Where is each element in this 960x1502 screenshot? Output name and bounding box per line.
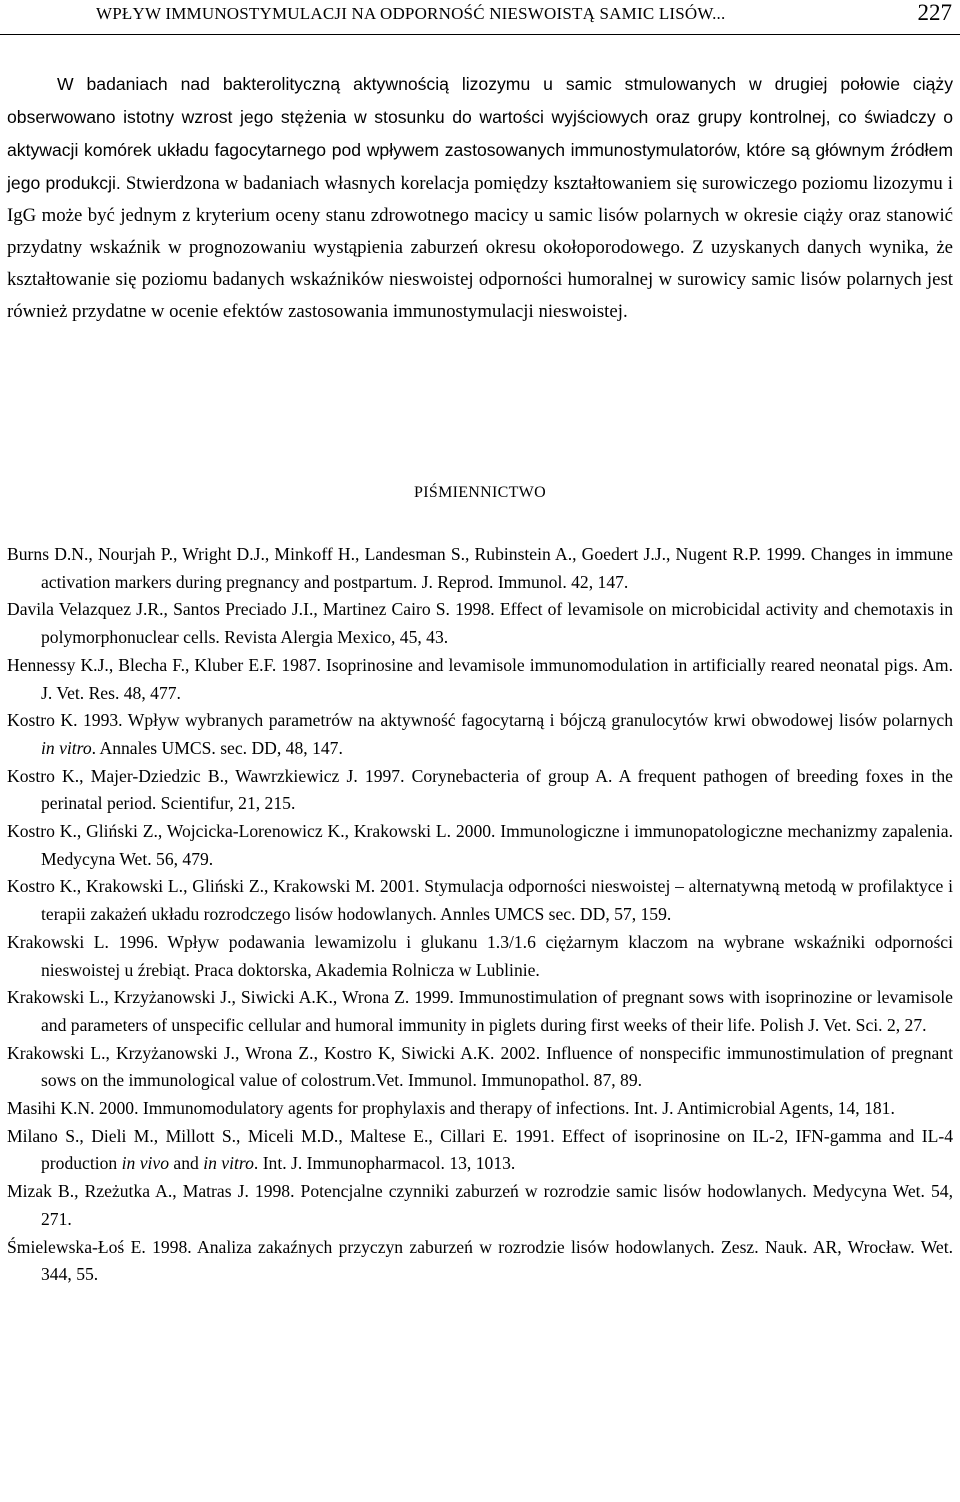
reference-italic: in vivo — [121, 1153, 170, 1174]
reference-item — [7, 596, 953, 651]
reference-text: Kostro K., Krakowski L., Gliński Z., Krakowski M. 2001. Stymulacja odporności nieswoistej – alternatywną metodą w profilaktyce i terapii zakażeń układu rozrodczego lisów hodowlanych. Annles UMCS sec. DD, 57, 159. — [7, 876, 953, 925]
discussion-paragraph-part2: Stwierdzona w badaniach własnych korelacja pomiędzy kształtowaniem się surowiczego poziomu lizozymu i IgG może być jednym z kryterium oceny stanu zdrowotnego macicy u samic lisów polarnych w okresie ciąży oraz stanowić przydatny wskaźnik w prognozowaniu wystąpienia zaburzeń okresu okołoporodowego. Z uzyskanych danych wynika, że kształtowanie się poziomu badanych wskaźników nieswoistej odporności humoralnej w surowicy samic lisów polarnych jest również przydatne w ocenie efektów zastosowania immunostymulacji nieswoistej. — [7, 173, 954, 322]
references-heading: PIŚMIENNICTWO — [414, 484, 546, 501]
reference-text: Kostro K., Gliński Z., Wojcicka-Lorenowicz K., Krakowski L. 2000. Immunologiczne i immunopatologiczne mechanizmy zapalenia. Medycyna Wet. 56, 479. — [7, 821, 953, 869]
reference-item — [7, 929, 953, 984]
reference-item — [7, 984, 953, 1039]
reference-text: Kostro K., Majer-Dziedzic B., Wawrzkiewicz J. 1997. Corynebacteria of group A. A frequent pathogen of breeding foxes in the perinatal period. Scientifur, 21, 215. — [7, 765, 953, 814]
reference-item — [7, 1123, 953, 1178]
page-number: 227 — [917, 0, 952, 25]
reference-text: Kostro K. 1993. Wpływ wybranych parametrów na aktywność fagocytarną i bójczą granulocytów krwi obwodowej lisów polarnych — [7, 710, 953, 731]
reference-item — [7, 707, 953, 762]
reference-text: Krakowski L., Krzyżanowski J., Wrona Z., Kostro K, Siwicki A.K. 2002. Influence of nonspecific immunostimulation of pregnant sows on the immunological value of colostrum.Vet. Immunol. Immunopathol. 87, 89. — [7, 1042, 953, 1091]
reference-text: Krakowski L., Krzyżanowski J., Siwicki A.K., Wrona Z. 1999. Immunostimulation of pregnant sows with isoprinozine or levamisole and parameters of unspecific cellular and humoral immunity in piglets during first weeks of their life. Polish J. Vet. Sci. 2, 27. — [7, 987, 953, 1035]
reference-item — [7, 1178, 953, 1233]
reference-item — [7, 1234, 953, 1289]
discussion-paragraph — [7, 68, 953, 328]
reference-text: Davila Velazquez J.R., Santos Preciado J.I., Martinez Cairo S. 1998. Effect of levamisole on microbicidal activity and chemotaxis in polymorphonuclear cells. Revista Alergia Mexico, 45, 43. — [7, 599, 953, 648]
reference-italic: in vitro — [203, 1153, 254, 1174]
running-header — [0, 0, 960, 35]
reference-text: Masihi K.N. 2000. Immunomodulatory agents for prophylaxis and therapy of infections. Int. J. Antimicrobial Agents, 14, 181. — [7, 1098, 895, 1119]
reference-text: . Int. J. Immunopharmacol. 13, 1013. — [253, 1153, 516, 1174]
reference-item — [7, 1040, 953, 1095]
reference-item — [7, 873, 953, 928]
reference-item — [7, 541, 953, 596]
reference-italic: in vitro — [41, 737, 92, 758]
reference-text: Milano S., Dieli M., Millott S., Miceli M.D., Maltese E., Cillari E. 1991. Effect of isoprinosine on IL-2, IFN-gamma and IL-4 production — [7, 1125, 953, 1174]
reference-text: Hennessy K.J., Blecha F., Kluber E.F. 1987. Isoprinosine and levamisole immunomodulation in artificially reared neonatal pigs. Am. J. Vet. Res. 48, 477. — [7, 654, 953, 703]
reference-item — [7, 1095, 953, 1123]
reference-text: Śmielewska-Łoś E. 1998. Analiza zakaźnych przyczyn zaburzeń w rozrodzie lisów hodowlanych. Zesz. Nauk. AR, Wrocław. Wet. 344, 55. — [7, 1236, 953, 1285]
reference-text: Burns D.N., Nourjah P., Wright D.J., Minkoff H., Landesman S., Rubinstein A., Goedert J.J., Nugent R.P. 1999. Changes in immune activation markers during pregnancy and postpartum. J. Reprod. Immunol. 42, 147. — [7, 544, 953, 592]
reference-item — [7, 763, 953, 818]
reference-text: Mizak B., Rzeżutka A., Matras J. 1998. Potencjalne czynniki zaburzeń w rozrodzie samic lisów hodowlanych. Medycyna Wet. 54, 271. — [7, 1181, 953, 1229]
discussion-paragraph-part1: W badaniach nad bakterolityczną aktywnością lizozymu u samic stmulowanych w drugiej połowie ciąży obserwowano istotny wzrost jego stężenia w stosunku do wartości wyjściowych oraz grupy kontrolnej, co świadczy o aktywacji komórek układu fagocytarnego pod wpływem zastosowanych immunostymulatorów, które są głównym źródłem jego produkcji. — [7, 74, 953, 193]
reference-item — [7, 818, 953, 873]
reference-text: and — [169, 1153, 204, 1174]
running-title: WPŁYW IMMUNOSTYMULACJI NA ODPORNOŚĆ NIESWOISTĄ SAMIC LISÓW... — [96, 4, 726, 23]
reference-item — [7, 652, 953, 707]
references-list — [7, 541, 953, 1289]
reference-text: Krakowski L. 1996. Wpływ podawania lewamizolu i glukanu 1.3/1.6 ciężarnym klaczom na wybrane wskaźniki odporności nieswoistej u źrebiąt. Praca doktorska, Akademia Rolnicza w Lublinie. — [7, 931, 953, 980]
reference-text: . Annales UMCS. sec. DD, 48, 147. — [91, 737, 343, 758]
